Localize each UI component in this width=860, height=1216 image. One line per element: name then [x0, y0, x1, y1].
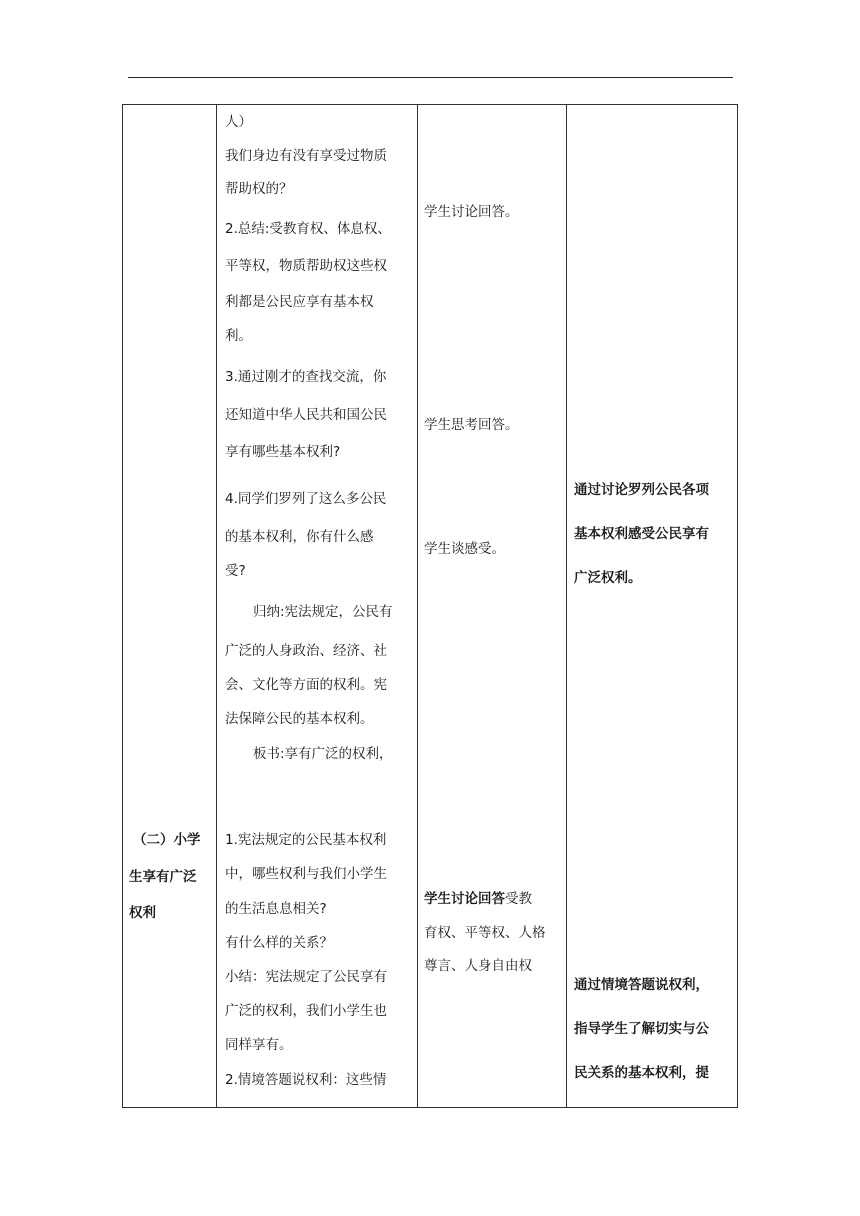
section-title-line: （二）小学 [133, 832, 201, 848]
teacher-text-line: 平等权，物质帮助权这些权 [225, 258, 387, 274]
teacher-text-line: 帮助权的？ [225, 181, 293, 197]
column-divider [216, 105, 217, 1107]
intent-text-line: 民关系的基本权利，提 [574, 1065, 709, 1081]
intent-text-line: 广泛权利。 [574, 570, 642, 586]
teacher-text-line: 中，哪些权利与我们小学生 [225, 866, 387, 882]
teacher-text-line: 享有哪些基本权利? [225, 444, 341, 460]
header-rule [128, 77, 733, 78]
teacher-text-line: 还知道中华人民共和国公民 [225, 407, 387, 423]
teacher-text-line: 2.总结:受教育权、体息权、 [225, 221, 391, 237]
student-text-line: 育权、平等权、人格 [424, 925, 546, 941]
teacher-text-line: 受? [225, 563, 246, 579]
intent-text-line: 通过讨论罗列公民各项 [574, 482, 709, 498]
intent-text-line: 通过情境答题说权利， [574, 977, 709, 993]
student-text-line: 学生思考回答。 [424, 417, 519, 433]
section-title-line: 权利 [129, 905, 156, 921]
teacher-text-line: 利都是公民应享有基本权 [225, 294, 374, 310]
teacher-text-line: 3.通过刚才的查找交流，你 [225, 369, 387, 385]
student-text-rest: 受教 [505, 891, 532, 907]
intent-text-line: 基本权利感受公民享有 [574, 526, 709, 542]
teacher-text-line: 的生活息息相关? [225, 901, 327, 917]
student-text-line: 学生谈感受。 [424, 541, 505, 557]
teacher-text-line: 利。 [225, 328, 252, 344]
teacher-text-line: 板书:享有广泛的权利， [253, 746, 393, 762]
student-text-line: 学生讨论回答。 [424, 204, 519, 220]
section-title-line: 生享有广泛 [129, 869, 197, 885]
intent-text-line: 指导学生了解切实与公 [574, 1021, 709, 1037]
teacher-text-line: 广泛的人身政治、经济、社 [225, 643, 387, 659]
student-text-bold: 学生讨论回答 [424, 891, 505, 907]
teacher-text-line: 的基本权利，你有什么感 [225, 529, 374, 545]
teacher-text-line: 广泛的权利，我们小学生也 [225, 1003, 387, 1019]
column-divider [417, 105, 418, 1107]
teacher-text-line: 人） [225, 114, 252, 130]
teacher-text-line: 同样享有。 [225, 1037, 293, 1053]
teacher-text-line: 会、文化等方面的权利。宪 [225, 677, 387, 693]
column-divider [566, 105, 567, 1107]
teacher-text-line: 有什么样的关系？ [225, 935, 333, 951]
teacher-text-line: 2.情境答题说权利：这些情 [225, 1072, 387, 1088]
teacher-text-line: 1.宪法规定的公民基本权利 [225, 832, 387, 848]
teacher-text-line: 4.同学们罗列了这么多公民 [225, 491, 387, 507]
teacher-text-line: 我们身边有没有享受过物质 [225, 148, 387, 164]
student-text-line: 尊言、人身自由权 [424, 958, 532, 974]
teacher-text-line: 法保障公民的基本权利。 [225, 711, 374, 727]
teacher-text-line: 归纳:宪法规定，公民有 [253, 604, 393, 620]
teacher-text-line: 小结：宪法规定了公民享有 [225, 969, 387, 985]
student-text-line [424, 888, 532, 910]
